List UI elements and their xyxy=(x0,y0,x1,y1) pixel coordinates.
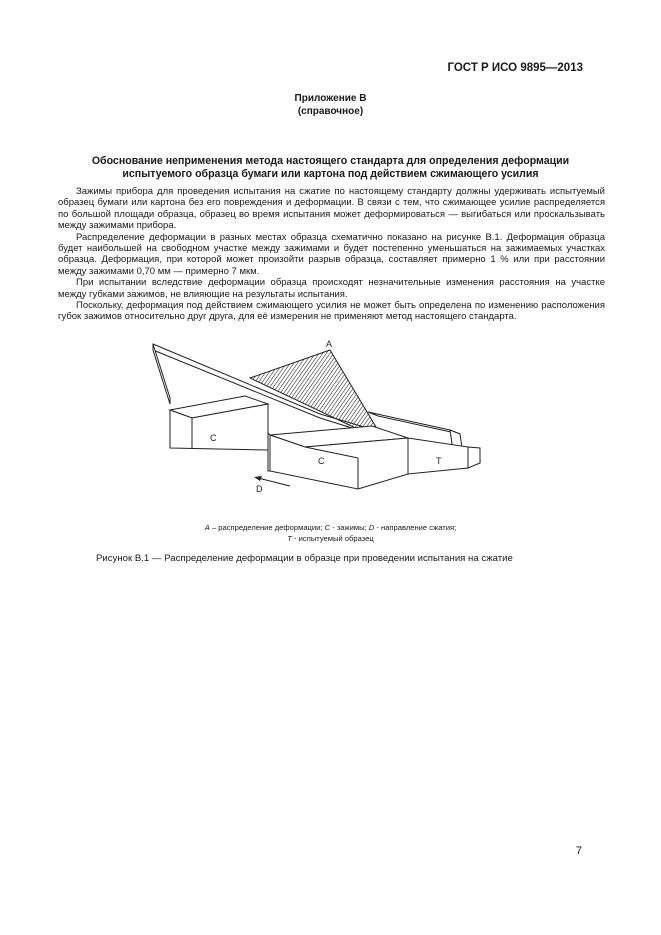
label-c-right: C xyxy=(318,456,325,466)
direction-arrow xyxy=(258,478,290,486)
legend-a-symbol: A xyxy=(204,523,210,532)
figure-legend xyxy=(0,522,661,544)
legend-c-symbol: C xyxy=(324,523,331,532)
page-number: 7 xyxy=(575,845,582,857)
section-title-line-2: испытуемого образца бумаги или картона под действием сжимающего усилия xyxy=(122,168,539,180)
annex-heading xyxy=(0,92,661,118)
legend-t-symbol: T xyxy=(287,534,292,543)
figure-caption: Рисунок В.1 — Распределение деформации в образце при проведении испытания на сжатие xyxy=(96,553,513,564)
legend-d-symbol: D xyxy=(368,523,375,532)
paragraph-1: Зажимы прибора для проведения испытания на сжатие по настоящему стандарту должны удерживать испытуемый образец бумаги или картона без его повреждения и деформации. В связи с тем, что сжимающее усилие распределяется по большой площади образца, образец во время испытания может деформироваться — выгибаться или проскальзывать между зажимами прибора. xyxy=(58,186,605,232)
direction-arrow-head xyxy=(254,476,262,481)
legend-d-text: - направление сжатия; xyxy=(374,523,457,532)
body-text xyxy=(58,186,605,323)
legend-t-text: - испытуемый образец xyxy=(291,534,374,543)
label-t: T xyxy=(436,456,442,466)
label-c-left: C xyxy=(210,433,217,443)
section-title-line-1: Обоснование неприменения метода настоящего стандарта для определения деформации xyxy=(91,155,570,167)
legend-line-1 xyxy=(0,522,661,533)
legend-c-text: - зажимы; xyxy=(330,523,369,532)
paragraph-2: Распределение деформации в разных местах образца схематично показано на рисунке В.1. Деформация образца будет наибольшей на свободном участке между зажимами и будет постепенно уменьшаться на зажимаемых участках образца. Деформация, при которой может произойти разрыв образца, составляет примерно 1 % или при расстоянии между зажимами 0,70 мм — примерно 7 мкм. xyxy=(58,231,605,277)
paragraph-3: При испытании вследствие деформации образца происходят незначительные изменения расстояния на участке между губками зажимов, не влияющие на результаты испытания. xyxy=(58,277,605,300)
annex-title: Приложение В xyxy=(294,93,367,104)
document-header: ГОСТ Р ИСО 9895—2013 xyxy=(447,62,583,74)
label-a: A xyxy=(326,339,333,349)
legend-line-2 xyxy=(0,533,661,544)
specimen-end-face xyxy=(468,447,480,468)
section-title xyxy=(60,155,601,181)
paragraph-4: Поскольку, деформация под действием сжимающего усилия не может быть определена по изменению расположения губок зажимов относительно друг друга, для её измерения не применяют метод настоящего стандарта. xyxy=(58,300,605,323)
label-d: D xyxy=(256,484,263,494)
figure-diagram xyxy=(150,338,490,498)
annex-subtitle: (справочное) xyxy=(297,106,364,117)
legend-a-text: – распределение деформации; xyxy=(209,523,325,532)
